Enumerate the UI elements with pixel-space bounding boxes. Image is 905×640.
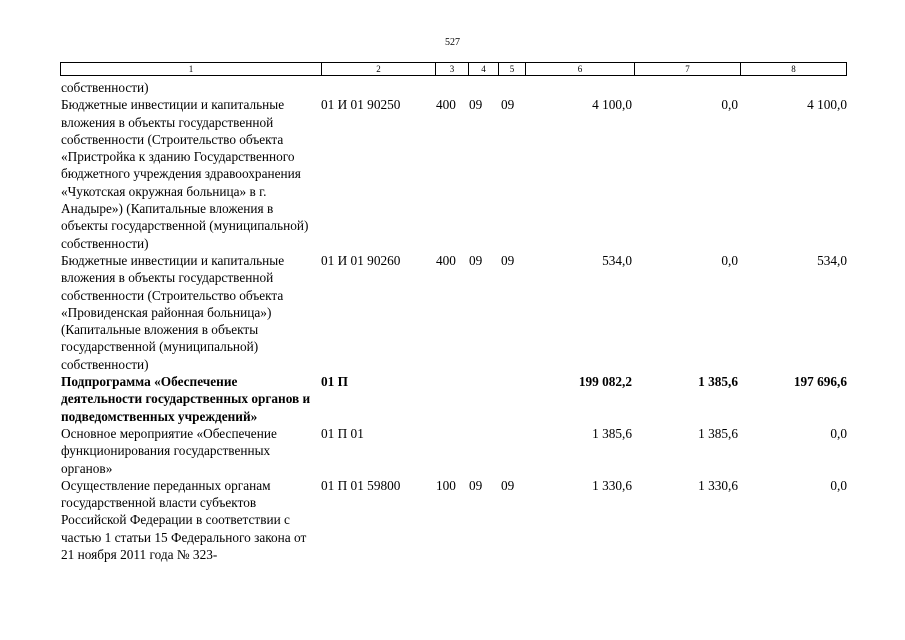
row-vr: 100 <box>436 477 456 493</box>
row-pr: 09 <box>501 252 515 268</box>
row-sum2: 0,0 <box>721 97 738 113</box>
continuation-row <box>60 79 847 96</box>
row-description: Бюджетные инвестиции и капитальные вложения в объекты государственной собственности (Строительство объекта «Пристройка к зданию Государственного бюджетного учреждения здравоохранения «Чукотская окружная больница» в г. Анадыре») (Капитальные вложения в объекты государственной (муниципальной) собственности) <box>61 97 309 251</box>
row-sum: 4 100,0 <box>592 97 632 113</box>
continuation-text: собственности) <box>61 80 149 95</box>
page-number: 527 <box>445 37 460 48</box>
row-rz: 09 <box>469 97 483 113</box>
row-rz: 09 <box>469 477 483 493</box>
row-sum3: 0,0 <box>830 477 847 493</box>
header-col-5: 5 <box>499 63 526 75</box>
row-vr: 400 <box>436 97 456 113</box>
row-sum: 1 330,6 <box>592 477 632 493</box>
row-sum2: 1 330,6 <box>698 477 738 493</box>
header-col-2: 2 <box>322 63 436 75</box>
table-body <box>60 79 847 563</box>
row-code: 01 П <box>321 374 348 390</box>
row-sum: 199 082,2 <box>578 374 632 390</box>
row-pr: 09 <box>501 97 515 113</box>
row-code: 01 П 01 <box>321 425 364 441</box>
row-sum2: 1 385,6 <box>698 425 738 441</box>
row-code: 01 П 01 59800 <box>321 477 401 493</box>
row-sum: 534,0 <box>602 252 632 268</box>
table-row <box>60 425 847 477</box>
table-row <box>60 252 847 373</box>
table-row <box>60 477 847 563</box>
row-description: Осуществление переданных органам государственной власти субъектов Российской Федерации в соответствии с частью 1 статьи 15 Федерального закона от 21 ноября 2011 года № 323- <box>61 477 307 563</box>
header-col-7: 7 <box>635 63 741 75</box>
header-col-8: 8 <box>791 64 796 74</box>
row-code: 01 И 01 90260 <box>321 252 401 268</box>
row-sum3: 4 100,0 <box>807 97 847 113</box>
row-sum3: 534,0 <box>817 252 847 268</box>
table-row-subprogram <box>60 373 847 425</box>
row-sum2: 1 385,6 <box>698 374 738 390</box>
header-col-4: 4 <box>469 63 499 75</box>
table-header <box>60 62 847 76</box>
row-description: Бюджетные инвестиции и капитальные вложения в объекты государственной собственности (Строительство объекта «Провиденская районная больница») (Капитальные вложения в объекты государственной (муниципальной) собственности) <box>61 252 285 372</box>
row-vr: 400 <box>436 252 456 268</box>
header-col-3: 3 <box>436 63 469 75</box>
row-sum3: 197 696,6 <box>793 374 847 390</box>
row-sum: 1 385,6 <box>592 425 632 441</box>
row-description: Основное мероприятие «Обеспечение функционирования государственных органов» <box>61 425 277 476</box>
row-sum3: 0,0 <box>830 425 847 441</box>
row-code: 01 И 01 90250 <box>321 97 401 113</box>
table-row <box>60 96 847 252</box>
row-pr: 09 <box>501 477 515 493</box>
row-rz: 09 <box>469 252 483 268</box>
row-sum2: 0,0 <box>721 252 738 268</box>
header-col-6: 6 <box>526 63 635 75</box>
row-description: Подпрограмма «Обеспечение деятельности государственных органов и подведомственных учреждений» <box>61 374 311 424</box>
header-col-1: 1 <box>61 63 322 75</box>
